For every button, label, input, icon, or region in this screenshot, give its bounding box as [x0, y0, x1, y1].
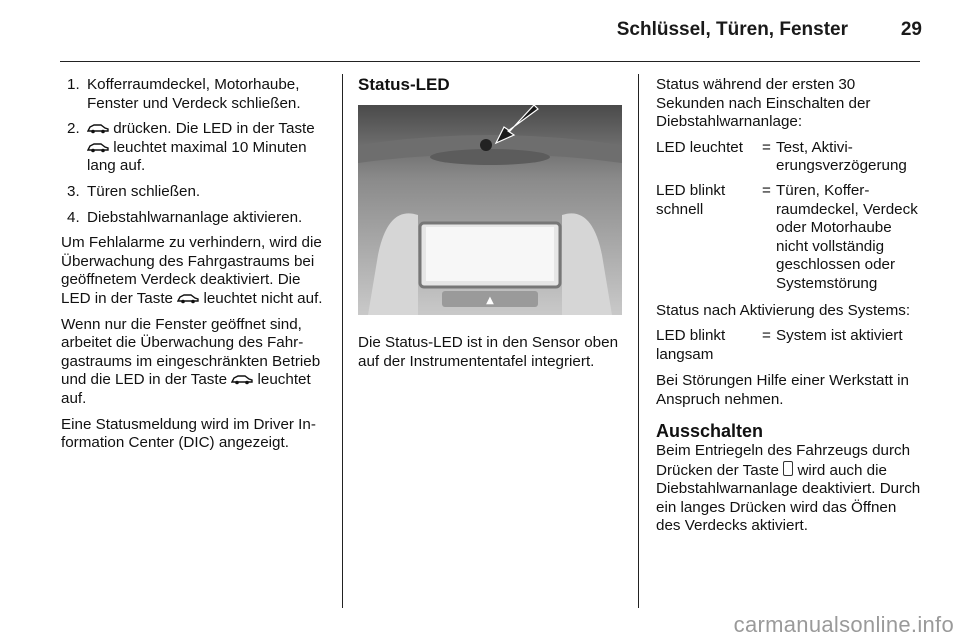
dashboard-photo	[358, 105, 622, 315]
section-heading: Ausschalten	[656, 420, 764, 441]
car-lock-icon	[87, 141, 109, 153]
paragraph: Beim Entriegeln des Fahrzeugs durch Drücken der Taste wird auch die Diebstahlwarnanlage deaktiviert. Durch ein langes Drücken wird das Öffnen des Verdecks aktiviert.	[656, 442, 921, 535]
list-item: 1. Kofferraumdeckel, Motorhaube, Fenster und Verdeck schließen.	[67, 76, 301, 112]
page-title: Schlüssel, Türen, Fenster	[616, 19, 848, 40]
hazard-symbol: ▲	[486, 294, 494, 306]
unlock-key-icon	[783, 461, 793, 476]
status-table	[656, 327, 922, 364]
paragraph: Um Fehlalarme zu verhindern, wird die Überwachung des Fahrgastraums bei geöffnetem Verdeck deaktiviert. Die LED in der Taste leuchtet nicht auf.	[61, 234, 323, 307]
column-divider-2	[638, 74, 639, 608]
car-lock-icon	[177, 292, 199, 304]
car-lock-icon	[231, 373, 253, 385]
steps-list	[61, 76, 331, 227]
column-middle	[358, 76, 624, 378]
paragraph: Status nach Aktivierung des Systems:	[656, 301, 911, 319]
table-row: LED blinkt langsam = System ist aktiviert	[656, 327, 903, 363]
paragraph: Bei Störungen Hilfe einer Werkstatt in Anspruch nehmen.	[656, 372, 909, 408]
paragraph: Wenn nur die Fenster geöffnet sind, arbeitet die Überwachung des Fahrgastraums im eingeschränkten Betrieb und die LED in der Taste leuchtet auf.	[61, 315, 321, 407]
status-table	[656, 139, 922, 294]
car-lock-icon	[87, 122, 109, 134]
list-item: 3. Türen schließen.	[67, 182, 201, 200]
list-item: 2. drücken. Die LED in der Taste leuchtet maximal 10 Minuten lang auf.	[67, 120, 315, 175]
page-number: 29	[900, 19, 922, 40]
section-title: Status-LED	[358, 75, 450, 94]
column-right	[656, 76, 922, 543]
list-item: 4. Diebstahlwarnanlage aktivieren.	[67, 208, 303, 226]
paragraph: Eine Statusmeldung wird im Driver Information Center (DIC) angezeigt.	[61, 415, 316, 452]
header-divider	[60, 61, 920, 62]
column-left	[61, 76, 331, 460]
figure-caption: Die Status-LED ist in den Sensor oben auf der Instrumententafel integriert.	[358, 334, 619, 370]
column-divider-1	[342, 74, 343, 608]
watermark: carmanualsonline.info	[733, 612, 954, 637]
paragraph: Status während der ersten 30 Sekunden nach Einschalten der Diebstahlwarnanlage:	[656, 76, 871, 131]
table-row: LED leuchtet = Test, Aktivierungsverzögerung	[656, 138, 907, 175]
table-row: LED blinkt schnell = Türen, Kofferraumdeckel, Verdeck oder Motorhaube nicht vollständig geschlossen oder Systemstörung	[656, 181, 918, 292]
